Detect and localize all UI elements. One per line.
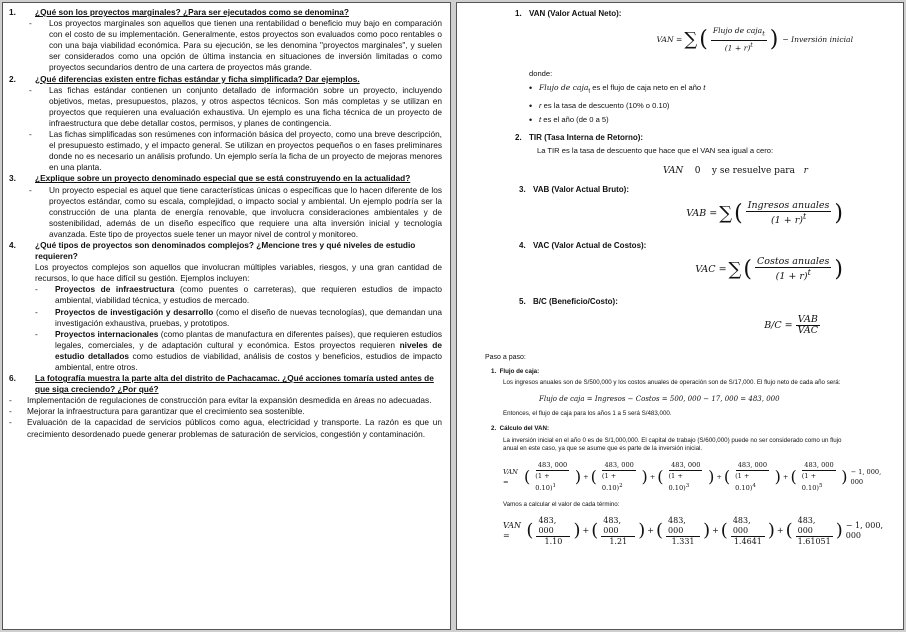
right-paren: ) bbox=[703, 520, 711, 542]
right-paren: ) bbox=[574, 466, 582, 486]
bold-term: Proyectos de investigación y desarrollo bbox=[55, 306, 214, 317]
denominator: $(1 + r)^t$ bbox=[724, 41, 753, 53]
dash-marker: - bbox=[29, 84, 32, 95]
numerator: Ingresos anuales bbox=[747, 199, 830, 211]
dash-marker: - bbox=[29, 184, 32, 195]
denominator: VAC bbox=[797, 325, 818, 337]
question-4-heading bbox=[9, 240, 442, 262]
right-paren: ) bbox=[638, 520, 646, 542]
numerator: VAB bbox=[797, 314, 818, 326]
right-paren: ) bbox=[835, 520, 843, 542]
plus-sign: + bbox=[583, 472, 589, 481]
section-heading-van bbox=[515, 9, 893, 19]
calc-intro: Vamos a calcular el valor de cada término: bbox=[503, 501, 620, 509]
denominator: $(1 + r)^t$ bbox=[770, 211, 807, 227]
section-heading-tir bbox=[515, 133, 893, 143]
answer-text bbox=[45, 284, 442, 306]
vac-formula bbox=[467, 253, 843, 287]
question-title: La fotografía muestra la parte alta del distrito de Pachacamac. ¿Qué acciones tomaría usted antes de que siga creciendo? ¿Por qué? bbox=[35, 373, 434, 395]
answer-text bbox=[45, 329, 442, 373]
formula-lhs: VAN = bbox=[503, 521, 522, 541]
term-fraction bbox=[601, 516, 635, 547]
formula-lhs: B/C = bbox=[764, 319, 793, 331]
term-numerator: 483, 000 bbox=[796, 516, 833, 537]
answer-text: Los proyectos marginales son aquellos que tienen una rentabilidad o beneficio muy bajo en comparación con el costo de su implementación. Generalmente, estos proyectos son evaluados como poco rentables o con una baja viabilidad económica. Para su ejecución, se les denomina "proyectos marginales", y suelen ser considerados como una opción de última instancia en situaciones de inversión limitadas o como proyectos secundarios dentro de una cartera de proyectos más grande. bbox=[49, 18, 442, 73]
dash-marker: - bbox=[35, 328, 38, 339]
fraction bbox=[796, 315, 820, 336]
left-document-page bbox=[2, 2, 451, 630]
left-paren: ( bbox=[743, 256, 752, 282]
term-denominator: $(1 + 0.10)^3$ bbox=[668, 472, 690, 493]
section-label: B/C (Beneficio/Costo): bbox=[533, 296, 618, 306]
term-numerator: 483, 000 bbox=[737, 461, 768, 470]
answer-bullet bbox=[9, 417, 442, 439]
right-paren: ) bbox=[834, 256, 843, 282]
definition-text: r es la tasa de descuento (10% o 0.10) bbox=[539, 100, 670, 110]
question-title: ¿Qué son los proyectos marginales? ¿Para ser ejecutados como se denomina? bbox=[35, 7, 349, 17]
section-number: 4. bbox=[519, 240, 526, 250]
plus-sign: + bbox=[776, 526, 784, 536]
fraction bbox=[755, 257, 831, 282]
plus-sign: + bbox=[712, 526, 719, 536]
term-denominator: 1.331 bbox=[671, 536, 695, 546]
term-fraction bbox=[796, 516, 833, 547]
right-paren: ) bbox=[641, 466, 648, 486]
question-number: 2. bbox=[9, 73, 16, 84]
section-number: 3. bbox=[519, 184, 526, 194]
term-fraction bbox=[536, 516, 570, 547]
definition-text: t es el año (de 0 a 5) bbox=[539, 114, 609, 124]
term-fraction bbox=[600, 460, 639, 493]
term-numerator: 483, 000 bbox=[666, 516, 700, 537]
section-label: TIR (Tasa Interna de Retorno): bbox=[529, 132, 644, 142]
answer-text: Las fichas simplificadas son resúmenes con información básica del proyecto, como una breve descripción, el presupuesto estimado, y el impacto general. Se utilizan en proyectos pequeños o en fases preliminares donde no es necesario un análisis profundo. Un ejemplo sería la ficha de un proyecto de mejoras menores en una planta. bbox=[49, 129, 442, 173]
right-paren: ) bbox=[841, 466, 848, 486]
left-paren: ( bbox=[591, 520, 599, 542]
formula-lhs: VAN = bbox=[503, 467, 518, 486]
left-paren: ( bbox=[790, 466, 797, 486]
term-description: (como plantas de manufactura en diferentes países), que requieren estudios legales, comerciales, y de adaptación cultural y económica. Estos proyectos requieren bbox=[55, 328, 442, 350]
term-numerator: 483, 000 bbox=[536, 516, 570, 537]
step-1-conclusion: Entonces, el flujo de caja para los años 1 a 5 será S/483,000. bbox=[503, 409, 672, 417]
section-label: VAN (Valor Actual Neto): bbox=[529, 9, 622, 18]
term-denominator: 1.10 bbox=[544, 536, 563, 546]
plus-sign: + bbox=[782, 472, 789, 481]
right-paren: ) bbox=[834, 200, 843, 226]
left-paren: ( bbox=[699, 27, 708, 52]
step-2-heading: 2. Cálculo del VAN: bbox=[491, 425, 550, 433]
term-fraction bbox=[533, 460, 572, 493]
term-numerator: 483, 000 bbox=[731, 516, 765, 537]
formula-lhs: VAN = bbox=[656, 35, 683, 44]
answer-bullet bbox=[9, 85, 442, 129]
answer-bullet bbox=[9, 307, 442, 329]
term-denominator: $(1 + 0.10)^4$ bbox=[735, 472, 756, 493]
numerator: Costos anuales bbox=[757, 255, 830, 267]
question-number: 1. bbox=[9, 7, 16, 17]
term-denominator: 1.61051 bbox=[797, 536, 831, 546]
question-2-heading bbox=[9, 74, 442, 85]
left-paren: ( bbox=[723, 466, 731, 486]
dash-marker: - bbox=[9, 395, 12, 406]
section-number: 5. bbox=[519, 296, 526, 306]
tir-formula: VAN 0 y se resuelve para r bbox=[663, 165, 808, 176]
answer-bullet bbox=[9, 129, 442, 173]
term-denominator: $(1 + 0.10)^5$ bbox=[801, 472, 823, 493]
term-description: como estudios de viabilidad, análisis de costos y beneficios, estudios de impacto ambiental, entre otros. bbox=[55, 350, 443, 372]
question-title: ¿Explique sobre un proyecto denominado especial que se está construyendo en la actualidad? bbox=[35, 173, 411, 184]
right-document-page bbox=[456, 2, 904, 630]
sum-symbol: ∑ bbox=[719, 202, 733, 224]
step-2-text: La inversión inicial en el año 0 es de S/1,000,000. El capital de trabajo (S/600,000) puede no ser considerado como un flujo anual en este caso, ya que se asume que es parte de la inversión inicial. bbox=[503, 436, 842, 453]
van-formula bbox=[467, 25, 853, 55]
answer-bullet bbox=[9, 284, 442, 306]
answer-bullet bbox=[9, 185, 442, 240]
term-description: (como el diseño de nuevas tecnologías), que demandan una investigación exhaustiva, pruebas, y prototipos. bbox=[55, 306, 442, 328]
term-fraction bbox=[733, 460, 772, 493]
formula-tail: − 1, 000, 000 bbox=[850, 467, 882, 486]
dash-marker: - bbox=[29, 129, 32, 140]
right-paren: ) bbox=[774, 466, 781, 486]
dash-marker: - bbox=[35, 306, 38, 317]
left-paren: ( bbox=[590, 466, 597, 486]
question-6-heading bbox=[9, 373, 442, 395]
term-fraction bbox=[666, 460, 705, 493]
formula-lhs: VAB = bbox=[686, 207, 718, 219]
question-1-heading bbox=[9, 7, 442, 18]
dash-marker: - bbox=[9, 406, 12, 417]
term-denominator: 1.21 bbox=[609, 536, 628, 546]
term-exponent: 5 bbox=[818, 483, 823, 490]
term-description: (como puentes o carreteras), que requieren estudios de impacto ambiental, viabilidad técnica, y estudios de mercado. bbox=[55, 284, 443, 306]
bold-term: niveles de estudio detallados bbox=[55, 339, 442, 361]
section-label: VAC (Valor Actual de Costos): bbox=[533, 240, 647, 250]
question-number: 4. bbox=[9, 239, 16, 250]
question-3-heading bbox=[9, 173, 442, 184]
answer-bullet bbox=[9, 329, 442, 373]
left-paren: ( bbox=[656, 520, 664, 542]
plus-sign: + bbox=[716, 472, 722, 481]
term-fraction bbox=[666, 516, 700, 547]
step-1-text: Los ingresos anuales son de S/500,000 y los costos anuales de operación son de S/17,000. El flujo neto de cada año será: bbox=[503, 379, 841, 387]
question-title: ¿Qué diferencias existen entre fichas estándar y ficha simplificada? Dar ejemplos. bbox=[35, 73, 360, 84]
answer-text: Un proyecto especial es aquel que tiene características únicas o específicas que lo hacen diferente de los proyectos estándar, como su escala, complejidad, o impacto social y ambiental. Un ejemplo podría ser la construcción de una planta de energía renovable, que involucra consideraciones ambientales y de sostenibilidad, además de un diseño específico que requiere una alta inversión inicial y tecnología avanzada. Este tipo de proyectos suele tener un mayor nivel de control y monitoreo. bbox=[49, 184, 442, 239]
left-paren: ( bbox=[720, 520, 728, 542]
answer-intro: Los proyectos complejos son aquellos que involucran múltiples variables, riesgos, y una gran cantidad de recursos, lo que hace difícil su gestión. Ejemplos incluyen: bbox=[35, 262, 442, 284]
left-paren: ( bbox=[526, 520, 534, 542]
plus-sign: + bbox=[582, 526, 590, 536]
answer-text bbox=[45, 307, 442, 329]
donde-label: donde: bbox=[529, 69, 553, 78]
section-heading-bc bbox=[519, 297, 893, 307]
definition-item bbox=[529, 101, 893, 111]
paso-a-paso-heading: Paso a paso: bbox=[485, 353, 526, 361]
answer-text: Las fichas estándar contienen un conjunto detallado de información sobre un proyecto, incluyendo objetivos, metas, presupuestos, plazos, y otros aspectos técnicos. Son más completas y se utilizan en proyectos que requieren una evaluación exhaustiva. Un ejemplo es una ficha técnica de un proyecto de infraestructura que debe detallar costos, permisos, y planes de contingencia. bbox=[49, 84, 442, 128]
formula-lhs: VAC = bbox=[695, 263, 727, 275]
term-fraction bbox=[800, 460, 839, 493]
bullet-dot: • bbox=[529, 83, 533, 93]
section-number: 1. bbox=[515, 9, 522, 18]
term-denominator: 1.4641 bbox=[733, 536, 762, 546]
term-exponent: 4 bbox=[752, 483, 756, 490]
fraction bbox=[746, 201, 832, 226]
bold-term: Proyectos de infraestructura bbox=[55, 284, 175, 295]
formula-tail: − 1, 000, 000 bbox=[845, 521, 883, 541]
section-number: 2. bbox=[515, 132, 522, 142]
bullet-dot: • bbox=[529, 114, 533, 125]
term-numerator: 483, 000 bbox=[604, 461, 634, 470]
plus-sign: + bbox=[649, 472, 656, 481]
left-paren: ( bbox=[734, 200, 743, 226]
formula-tail: − Inversión inicial bbox=[782, 35, 853, 44]
answer-text: Mejorar la infraestructura para garantizar que el crecimiento sea sostenible. bbox=[27, 406, 305, 417]
vab-formula bbox=[467, 197, 843, 231]
section-label: VAB (Valor Actual Bruto): bbox=[533, 184, 630, 194]
answer-text: Implementación de regulaciones de construcción para evitar la expansión desmedida en áreas no adecuadas. bbox=[27, 395, 432, 406]
plus-sign: + bbox=[647, 526, 654, 536]
dash-marker: - bbox=[35, 284, 38, 295]
right-paren: ) bbox=[573, 520, 581, 542]
fraction bbox=[711, 26, 767, 53]
question-title: ¿Qué tipos de proyectos son denominados complejos? ¿Mencione tres y qué niveles de estudio requieren? bbox=[35, 239, 416, 262]
answer-bullet bbox=[9, 18, 442, 73]
right-paren: ) bbox=[769, 27, 779, 52]
right-paren: ) bbox=[708, 466, 715, 486]
left-paren: ( bbox=[785, 520, 793, 542]
question-number: 3. bbox=[9, 173, 16, 184]
dash-marker: - bbox=[29, 18, 32, 29]
section-heading-vac bbox=[519, 241, 893, 251]
question-number: 6. bbox=[9, 373, 16, 384]
numerator: Flujo de caja$_t$ bbox=[711, 26, 767, 41]
bullet-dot: • bbox=[529, 100, 533, 111]
term-numerator: 483, 000 bbox=[804, 461, 834, 470]
right-paren: ) bbox=[767, 520, 775, 542]
left-paren: ( bbox=[524, 466, 531, 486]
term-numerator: 483, 000 bbox=[537, 461, 568, 470]
definition-item bbox=[529, 83, 893, 97]
term-denominator: $(1 + 0.10)^2$ bbox=[601, 472, 623, 493]
definition-item bbox=[529, 115, 893, 125]
left-paren: ( bbox=[657, 466, 664, 486]
term-exponent: 2 bbox=[619, 483, 623, 490]
tir-description: La TIR es la tasa de descuento que hace que el VAN sea igual a cero: bbox=[537, 145, 774, 155]
bold-term: Proyectos internacionales bbox=[55, 328, 159, 339]
denominator: $(1 + r)^t$ bbox=[775, 267, 811, 283]
dash-marker: - bbox=[9, 417, 12, 428]
step-1-heading: 1. Flujo de caja: bbox=[491, 367, 540, 375]
term-numerator: 483, 000 bbox=[601, 516, 635, 537]
definition-text: Flujo de caja$_t$ es el flujo de caja neto en el año t bbox=[539, 83, 706, 95]
term-fraction bbox=[731, 516, 765, 547]
term-denominator: $(1 + 0.10)^1$ bbox=[535, 472, 557, 493]
bc-formula bbox=[467, 311, 823, 341]
answer-text: Evaluación de la capacidad de servicios públicos como agua, electricidad y transporte. La razón es que un crecimiento desordenado puede generar problemas de saturación de servicios, congestión y contaminación. bbox=[27, 417, 442, 439]
van-calculation-values bbox=[503, 516, 893, 547]
answer-bullet bbox=[9, 406, 442, 417]
sum-symbol: ∑ bbox=[684, 29, 698, 50]
cash-flow-formula: Flujo de caja = Ingresos − Costos = 500, 000 − 17, 000 = 483, 000 bbox=[539, 394, 780, 403]
term-exponent: 1 bbox=[552, 483, 557, 490]
sum-symbol: ∑ bbox=[728, 258, 742, 280]
answer-bullet bbox=[9, 395, 442, 406]
term-exponent: 3 bbox=[685, 483, 690, 490]
term-numerator: 483, 000 bbox=[671, 461, 701, 470]
van-calculation bbox=[503, 460, 893, 493]
section-heading-vab bbox=[519, 185, 893, 195]
